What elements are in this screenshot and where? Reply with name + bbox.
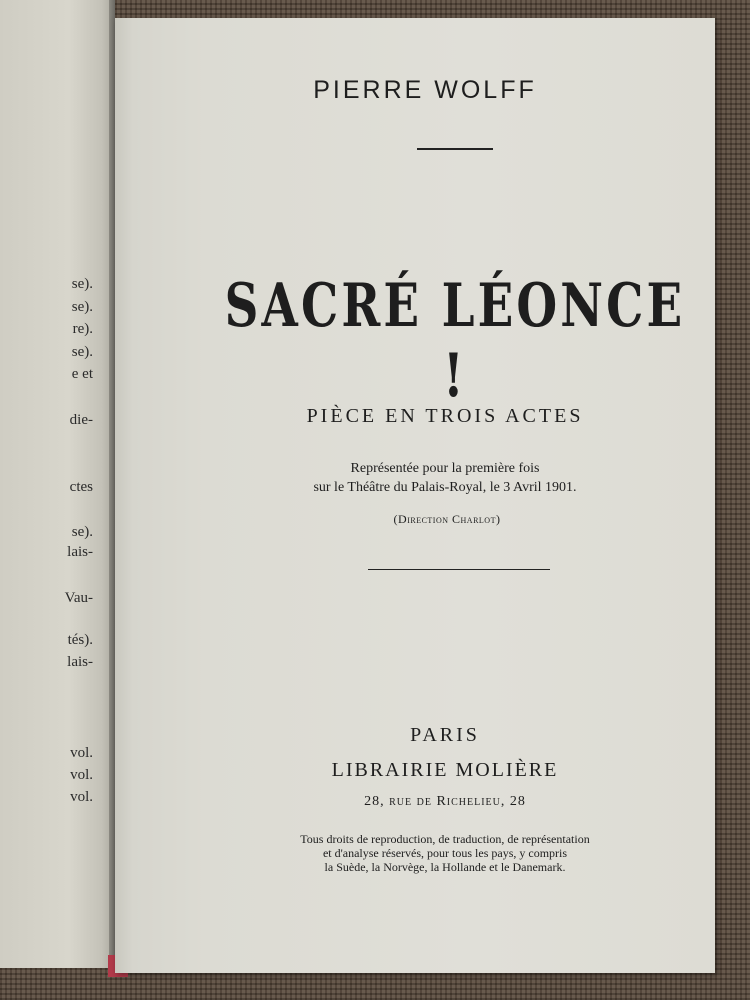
title-page: [115, 18, 715, 973]
left-page-line: ctes: [69, 479, 93, 495]
left-page-line: se).: [71, 524, 93, 540]
book-title: SACRÉ LÉONCE !: [224, 271, 686, 411]
publisher-address: [145, 794, 745, 810]
left-page-line: lais-: [67, 544, 93, 560]
left-page: [0, 0, 115, 968]
left-page-line: re).: [72, 321, 93, 337]
performance-line: Représentée pour la première fois: [350, 461, 540, 476]
left-page-line: vol.: [70, 767, 93, 783]
author-name: PIERRE WOLFF: [313, 76, 537, 104]
rights-notice: [145, 832, 745, 874]
book-subtitle: PIÈCE EN TROIS ACTES: [306, 405, 584, 427]
left-page-line: vol.: [70, 745, 93, 761]
rights-line: la Suède, la Norvège, la Hollande et le Danemark.: [324, 860, 566, 874]
rights-line: et d'analyse réservés, pour tous les pays, y compris: [322, 846, 568, 860]
address-street: rue de Richelieu,: [389, 794, 506, 809]
left-page-line: die-: [69, 412, 93, 428]
direction-note: (Direction Charlot): [393, 512, 501, 526]
left-page-line: e et: [71, 366, 93, 382]
performance-line: sur le Théâtre du Palais-Royal, le 3 Avril 1901.: [313, 480, 577, 495]
publisher-city: PARIS: [410, 724, 480, 746]
divider-long: [368, 569, 550, 570]
left-page-line: tés).: [67, 632, 93, 648]
publisher-name: LIBRAIRIE MOLIÈRE: [331, 759, 559, 781]
performance-note: [145, 459, 745, 497]
left-page-line: lais-: [67, 654, 93, 670]
left-page-line: se).: [71, 276, 93, 292]
left-page-line: Vau-: [64, 590, 93, 606]
left-page-line: se).: [71, 344, 93, 360]
left-page-line: vol.: [70, 789, 93, 805]
address-number: 28,: [364, 794, 385, 809]
divider-short: [417, 148, 493, 150]
left-page-line: se).: [71, 299, 93, 315]
address-number: 28: [509, 794, 526, 809]
rights-line: Tous droits de reproduction, de traduction, de représentation: [300, 832, 590, 846]
